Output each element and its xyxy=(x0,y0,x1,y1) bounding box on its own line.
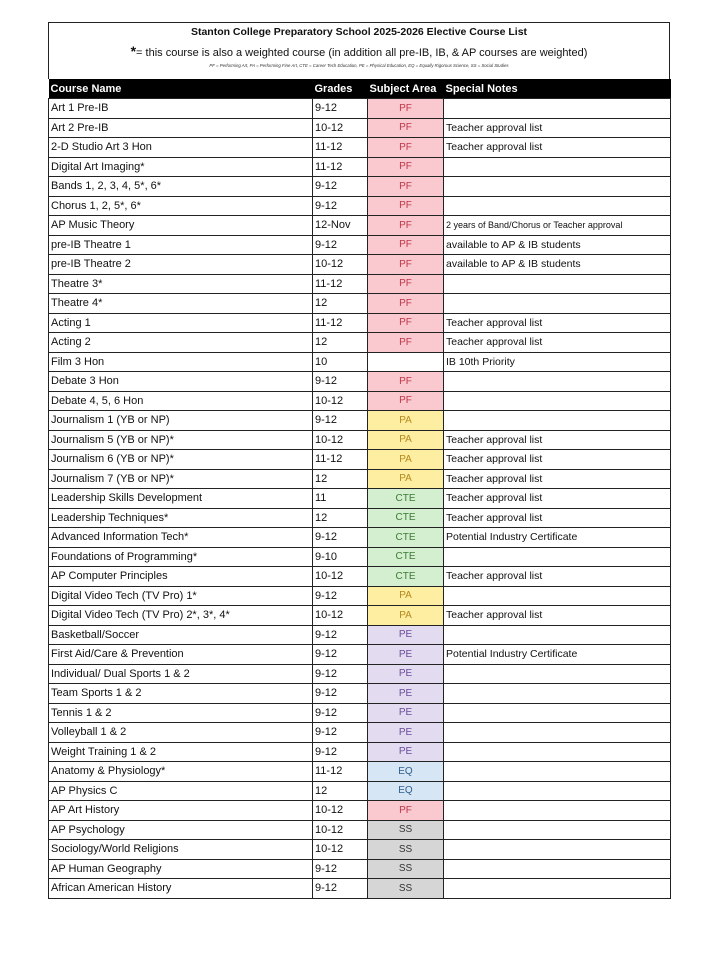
grades-cell: 9-12 xyxy=(313,684,368,704)
grades-cell: 12 xyxy=(313,508,368,528)
special-notes-cell xyxy=(444,196,671,216)
special-notes-cell xyxy=(444,391,671,411)
special-notes-cell: Teacher approval list xyxy=(444,469,671,489)
special-notes-cell: Teacher approval list xyxy=(444,567,671,587)
grades-cell: 9-12 xyxy=(313,645,368,665)
course-name-cell: Theatre 3* xyxy=(49,274,313,294)
special-notes-cell: IB 10th Priority xyxy=(444,352,671,372)
special-notes-cell: 2 years of Band/Chorus or Teacher approval xyxy=(444,216,671,236)
table-row xyxy=(49,274,671,294)
grades-cell: 9-12 xyxy=(313,879,368,899)
special-notes-cell: Teacher approval list xyxy=(444,313,671,333)
grades-cell: 9-12 xyxy=(313,859,368,879)
table-row xyxy=(49,684,671,704)
grades-cell: 11-12 xyxy=(313,450,368,470)
grades-cell: 12 xyxy=(313,333,368,353)
column-header-subject: Subject Area xyxy=(368,79,444,99)
table-row xyxy=(49,606,671,626)
table-row xyxy=(49,177,671,197)
special-notes-cell: Teacher approval list xyxy=(444,489,671,509)
special-notes-cell xyxy=(444,177,671,197)
course-name-cell: AP Human Geography xyxy=(49,859,313,879)
subject-area-cell: PF xyxy=(368,157,444,177)
grades-cell: 10-12 xyxy=(313,801,368,821)
special-notes-cell: Potential Industry Certificate xyxy=(444,528,671,548)
grades-cell: 9-12 xyxy=(313,703,368,723)
special-notes-cell: Teacher approval list xyxy=(444,508,671,528)
grades-cell: 10-12 xyxy=(313,567,368,587)
table-row xyxy=(49,742,671,762)
grades-cell: 9-12 xyxy=(313,664,368,684)
special-notes-cell xyxy=(444,586,671,606)
table-row xyxy=(49,118,671,138)
course-name-cell: Basketball/Soccer xyxy=(49,625,313,645)
weighted-note xyxy=(49,43,669,59)
grades-cell: 10-12 xyxy=(313,606,368,626)
course-rows xyxy=(49,99,671,899)
table-row xyxy=(49,586,671,606)
weighted-star: * xyxy=(130,43,137,59)
special-notes-cell xyxy=(444,625,671,645)
course-name-cell: Leadership Skills Development xyxy=(49,489,313,509)
grades-cell: 11-12 xyxy=(313,762,368,782)
grades-cell: 9-12 xyxy=(313,372,368,392)
course-name-cell: First Aid/Care & Prevention xyxy=(49,645,313,665)
subject-area-cell: PE xyxy=(368,742,444,762)
table-row xyxy=(49,625,671,645)
grades-cell: 9-12 xyxy=(313,625,368,645)
subject-area-cell: PF xyxy=(368,138,444,158)
table-row xyxy=(49,313,671,333)
course-name-cell: Digital Video Tech (TV Pro) 1* xyxy=(49,586,313,606)
subject-area-cell: PF xyxy=(368,333,444,353)
grades-cell: 9-12 xyxy=(313,196,368,216)
subject-area-cell: CTE xyxy=(368,508,444,528)
subject-area-cell: EQ xyxy=(368,762,444,782)
table-row xyxy=(49,703,671,723)
subject-area-cell: PF xyxy=(368,372,444,392)
table-row xyxy=(49,138,671,158)
course-name-cell: Leadership Techniques* xyxy=(49,508,313,528)
table-row xyxy=(49,352,671,372)
grades-cell: 11 xyxy=(313,489,368,509)
table-row xyxy=(49,547,671,567)
special-notes-cell: Teacher approval list xyxy=(444,606,671,626)
course-name-cell: African American History xyxy=(49,879,313,899)
subject-legend: PF = Performing Art, PA = Performing Fine Art, CTE = Career Tech Education, PE = Physical Education, EQ = Equally Rigorous Science, SS = Social Studies xyxy=(209,63,509,68)
special-notes-cell xyxy=(444,703,671,723)
grades-cell: 12-Nov xyxy=(313,216,368,236)
grades-cell: 10-12 xyxy=(313,118,368,138)
course-name-cell: Sociology/World Religions xyxy=(49,840,313,860)
subject-area-cell: PA xyxy=(368,586,444,606)
special-notes-cell xyxy=(444,684,671,704)
table-row xyxy=(49,157,671,177)
special-notes-cell xyxy=(444,664,671,684)
special-notes-cell xyxy=(444,859,671,879)
course-name-cell: Advanced Information Tech* xyxy=(49,528,313,548)
course-name-cell: Journalism 7 (YB or NP)* xyxy=(49,469,313,489)
course-name-cell: Anatomy & Physiology* xyxy=(49,762,313,782)
course-name-cell: Volleyball 1 & 2 xyxy=(49,723,313,743)
course-name-cell: Tennis 1 & 2 xyxy=(49,703,313,723)
course-name-cell: Art 1 Pre-IB xyxy=(49,99,313,119)
subject-area-cell: PF xyxy=(368,216,444,236)
special-notes-cell: Teacher approval list xyxy=(444,118,671,138)
table-row xyxy=(49,411,671,431)
subject-area-cell: PA xyxy=(368,606,444,626)
subject-area-cell: SS xyxy=(368,840,444,860)
special-notes-cell xyxy=(444,840,671,860)
table-row xyxy=(49,372,671,392)
subject-area-cell: PF xyxy=(368,235,444,255)
course-name-cell: Theatre 4* xyxy=(49,294,313,314)
subject-area-cell: PE xyxy=(368,723,444,743)
special-notes-cell xyxy=(444,879,671,899)
table-row xyxy=(49,450,671,470)
course-name-cell: pre-IB Theatre 1 xyxy=(49,235,313,255)
special-notes-cell xyxy=(444,801,671,821)
subject-area-cell: PE xyxy=(368,664,444,684)
subject-area-cell: SS xyxy=(368,859,444,879)
course-name-cell: AP Art History xyxy=(49,801,313,821)
course-name-cell: pre-IB Theatre 2 xyxy=(49,255,313,275)
subject-area-cell: PF xyxy=(368,801,444,821)
course-name-cell: Journalism 1 (YB or NP) xyxy=(49,411,313,431)
subject-area-cell: PA xyxy=(368,430,444,450)
course-name-cell: Foundations of Programming* xyxy=(49,547,313,567)
table-row xyxy=(49,333,671,353)
subject-area-cell: PE xyxy=(368,645,444,665)
course-name-cell: Debate 3 Hon xyxy=(49,372,313,392)
special-notes-cell xyxy=(444,820,671,840)
grades-cell: 9-12 xyxy=(313,411,368,431)
grades-cell: 10-12 xyxy=(313,391,368,411)
table-row xyxy=(49,723,671,743)
subject-area-cell: CTE xyxy=(368,547,444,567)
table-row xyxy=(49,840,671,860)
grades-cell: 11-12 xyxy=(313,274,368,294)
subject-area-cell: EQ xyxy=(368,781,444,801)
table-row xyxy=(49,430,671,450)
subject-area-cell: PA xyxy=(368,450,444,470)
subject-area-cell: PF xyxy=(368,313,444,333)
special-notes-cell: Teacher approval list xyxy=(444,450,671,470)
grades-cell: 10-12 xyxy=(313,430,368,450)
subject-area-cell: CTE xyxy=(368,528,444,548)
table-row xyxy=(49,99,671,119)
table-row xyxy=(49,820,671,840)
table-row xyxy=(49,781,671,801)
course-name-cell: Chorus 1, 2, 5*, 6* xyxy=(49,196,313,216)
subject-area-cell: PF xyxy=(368,118,444,138)
subject-area-cell: CTE xyxy=(368,489,444,509)
grades-cell: 11-12 xyxy=(313,157,368,177)
course-name-cell: Digital Art Imaging* xyxy=(49,157,313,177)
subject-area-cell: PF xyxy=(368,391,444,411)
course-name-cell: Acting 1 xyxy=(49,313,313,333)
grades-cell: 9-12 xyxy=(313,99,368,119)
course-name-cell: Individual/ Dual Sports 1 & 2 xyxy=(49,664,313,684)
grades-cell: 9-12 xyxy=(313,586,368,606)
grades-cell: 10-12 xyxy=(313,820,368,840)
grades-cell: 10-12 xyxy=(313,255,368,275)
special-notes-cell xyxy=(444,99,671,119)
table-row xyxy=(49,664,671,684)
table-row xyxy=(49,567,671,587)
course-name-cell: 2-D Studio Art 3 Hon xyxy=(49,138,313,158)
course-name-cell: AP Psychology xyxy=(49,820,313,840)
table-row xyxy=(49,216,671,236)
subject-area-cell xyxy=(368,352,444,372)
table-row xyxy=(49,489,671,509)
subject-area-cell: PE xyxy=(368,703,444,723)
table-row xyxy=(49,294,671,314)
grades-cell: 12 xyxy=(313,781,368,801)
course-name-cell: AP Computer Principles xyxy=(49,567,313,587)
document-header xyxy=(48,22,670,79)
course-name-cell: Journalism 5 (YB or NP)* xyxy=(49,430,313,450)
course-name-cell: Bands 1, 2, 3, 4, 5*, 6* xyxy=(49,177,313,197)
course-name-cell: Art 2 Pre-IB xyxy=(49,118,313,138)
grades-cell: 11-12 xyxy=(313,313,368,333)
special-notes-cell xyxy=(444,411,671,431)
subject-area-cell: PF xyxy=(368,274,444,294)
table-row xyxy=(49,801,671,821)
document-title: Stanton College Preparatory School 2025-2026 Elective Course List xyxy=(190,26,528,38)
course-name-cell: AP Music Theory xyxy=(49,216,313,236)
column-header-notes: Special Notes xyxy=(444,79,671,99)
course-name-cell: Journalism 6 (YB or NP)* xyxy=(49,450,313,470)
weighted-note-text: = this course is also a weighted course (in addition all pre-IB, IB, & AP courses are weighted) xyxy=(136,47,588,59)
subject-area-cell: SS xyxy=(368,879,444,899)
subject-area-cell: PF xyxy=(368,177,444,197)
subject-area-cell: SS xyxy=(368,820,444,840)
table-row xyxy=(49,235,671,255)
table-row xyxy=(49,255,671,275)
grades-cell: 9-12 xyxy=(313,235,368,255)
special-notes-cell: available to AP & IB students xyxy=(444,255,671,275)
course-name-cell: Acting 2 xyxy=(49,333,313,353)
grades-cell: 9-12 xyxy=(313,742,368,762)
grades-cell: 12 xyxy=(313,294,368,314)
special-notes-cell xyxy=(444,762,671,782)
special-notes-cell xyxy=(444,274,671,294)
course-table xyxy=(48,79,671,899)
column-header-course: Course Name xyxy=(49,79,313,99)
grades-cell: 9-10 xyxy=(313,547,368,567)
course-name-cell: Team Sports 1 & 2 xyxy=(49,684,313,704)
course-name-cell: Film 3 Hon xyxy=(49,352,313,372)
table-row xyxy=(49,469,671,489)
grades-cell: 9-12 xyxy=(313,723,368,743)
special-notes-cell: Potential Industry Certificate xyxy=(444,645,671,665)
subject-area-cell: PE xyxy=(368,684,444,704)
grades-cell: 9-12 xyxy=(313,528,368,548)
table-row xyxy=(49,391,671,411)
course-name-cell: AP Physics C xyxy=(49,781,313,801)
special-notes-cell: available to AP & IB students xyxy=(444,235,671,255)
special-notes-cell xyxy=(444,294,671,314)
subject-area-cell: PE xyxy=(368,625,444,645)
special-notes-cell xyxy=(444,547,671,567)
special-notes-cell: Teacher approval list xyxy=(444,333,671,353)
table-row xyxy=(49,645,671,665)
table-row xyxy=(49,196,671,216)
subject-area-cell: PF xyxy=(368,99,444,119)
grades-cell: 10 xyxy=(313,352,368,372)
subject-area-cell: PF xyxy=(368,255,444,275)
course-list-sheet xyxy=(48,22,670,899)
special-notes-cell xyxy=(444,742,671,762)
table-header-row xyxy=(49,79,671,99)
grades-cell: 9-12 xyxy=(313,177,368,197)
special-notes-cell: Teacher approval list xyxy=(444,430,671,450)
special-notes-cell xyxy=(444,157,671,177)
table-row xyxy=(49,508,671,528)
special-notes-cell xyxy=(444,372,671,392)
subject-area-cell: PF xyxy=(368,196,444,216)
grades-cell: 10-12 xyxy=(313,840,368,860)
subject-area-cell: PA xyxy=(368,469,444,489)
table-row xyxy=(49,879,671,899)
grades-cell: 11-12 xyxy=(313,138,368,158)
subject-area-cell: PF xyxy=(368,294,444,314)
table-row xyxy=(49,528,671,548)
column-header-grades: Grades xyxy=(313,79,368,99)
subject-area-cell: PA xyxy=(368,411,444,431)
grades-cell: 12 xyxy=(313,469,368,489)
special-notes-cell: Teacher approval list xyxy=(444,138,671,158)
subject-area-cell: CTE xyxy=(368,567,444,587)
special-notes-cell xyxy=(444,781,671,801)
course-name-cell: Weight Training 1 & 2 xyxy=(49,742,313,762)
course-name-cell: Digital Video Tech (TV Pro) 2*, 3*, 4* xyxy=(49,606,313,626)
course-name-cell: Debate 4, 5, 6 Hon xyxy=(49,391,313,411)
table-row xyxy=(49,859,671,879)
table-row xyxy=(49,762,671,782)
special-notes-cell xyxy=(444,723,671,743)
